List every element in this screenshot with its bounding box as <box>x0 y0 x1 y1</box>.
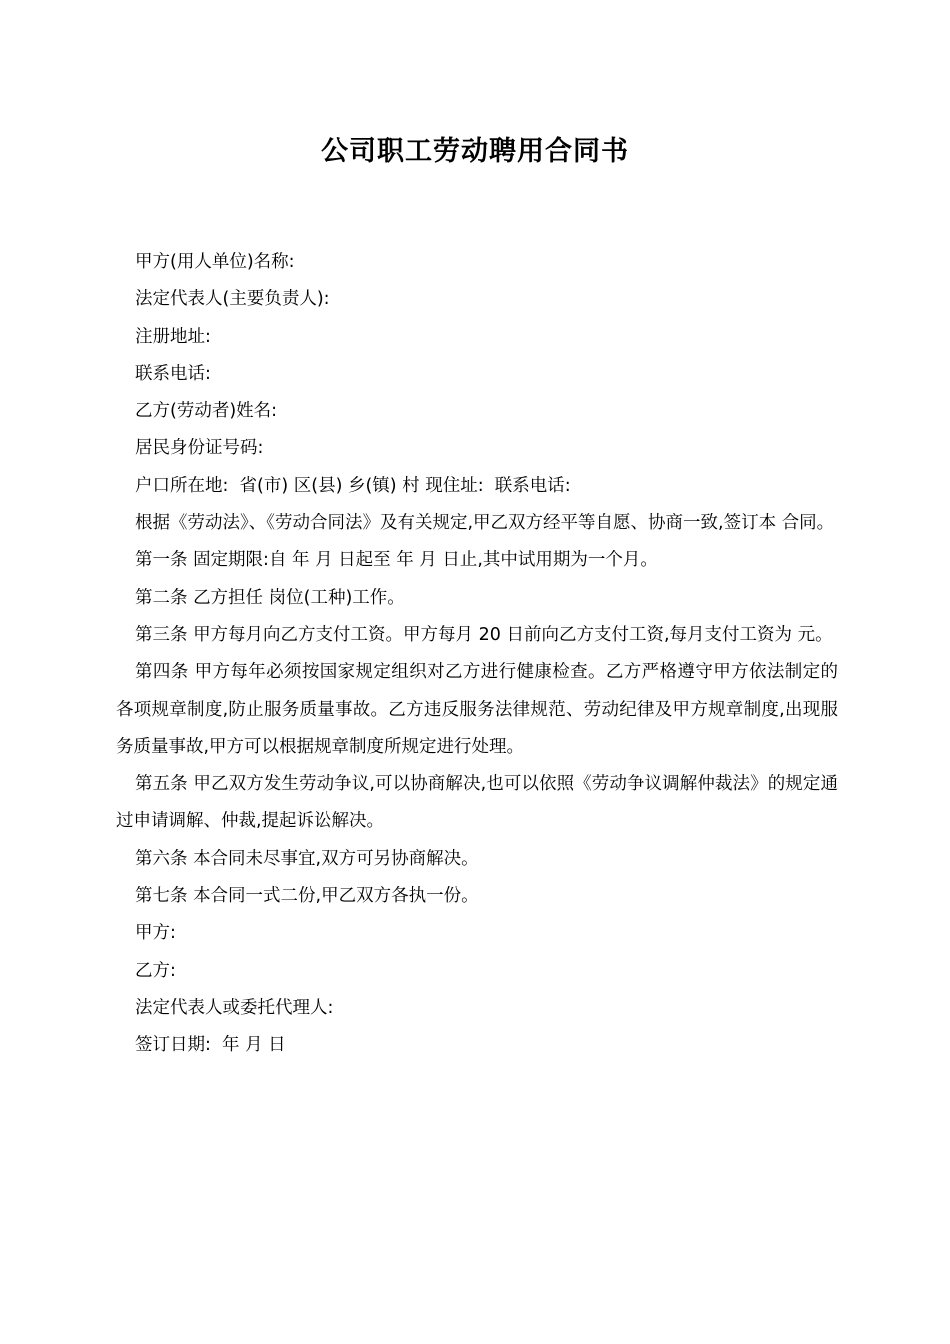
article-6: 第六条 本合同未尽事宜,双方可另协商解决。 <box>135 848 479 869</box>
article-5: 第五条 甲乙双方发生劳动争议,可以协商解决,也可以依照《劳动争议调解仲裁法》的规定通过申请调解、仲裁,提起诉讼解决。 <box>116 774 838 832</box>
party-b-name-line: 乙方(劳动者)姓名: <box>135 401 278 422</box>
signature-party-a: 甲方: <box>135 923 176 944</box>
document-title: 公司职工劳动聘用合同书 <box>321 136 629 167</box>
signature-party-b: 乙方: <box>135 960 176 981</box>
preamble-paragraph: 根据《劳动法》、《劳动合同法》及有关规定,甲乙双方经平等自愿、协商一致,签订本 合同。 <box>135 513 835 534</box>
registered-address-line: 注册地址: <box>135 326 211 347</box>
article-3: 第三条 甲方每月向乙方支付工资。甲方每月 20 日前向乙方支付工资,每月支付工资为 元。 <box>135 624 833 645</box>
article-2: 第二条 乙方担任 岗位(工种)工作。 <box>135 587 405 608</box>
legal-representative-line: 法定代表人(主要负责人): <box>135 289 330 310</box>
id-number-line: 居民身份证号码: <box>135 438 264 459</box>
party-a-phone-line: 联系电话: <box>135 363 211 384</box>
residence-line: 户口所在地: 省(市) 区(县) 乡(镇) 村 现住址: 联系电话: <box>135 475 571 496</box>
signature-representative: 法定代表人或委托代理人: <box>135 997 334 1018</box>
document-body <box>116 244 838 1065</box>
article-1: 第一条 固定期限:自 年 月 日起至 年 月 日止,其中试用期为一个月。 <box>135 550 658 571</box>
article-4: 第四条 甲方每年必须按国家规定组织对乙方进行健康检查。乙方严格遵守甲方依法制定的各项规章制度,防止服务质量事故。乙方违反服务法律规范、劳动纪律及甲方规章制度,出现服务质量事故,甲方可以根据规章制度所规定进行处理。 <box>116 662 838 757</box>
signing-date: 签订日期: 年 月 日 <box>135 1035 286 1056</box>
party-a-name-line: 甲方(用人单位)名称: <box>135 252 295 272</box>
article-7: 第七条 本合同一式二份,甲乙双方各执一份。 <box>135 886 479 907</box>
